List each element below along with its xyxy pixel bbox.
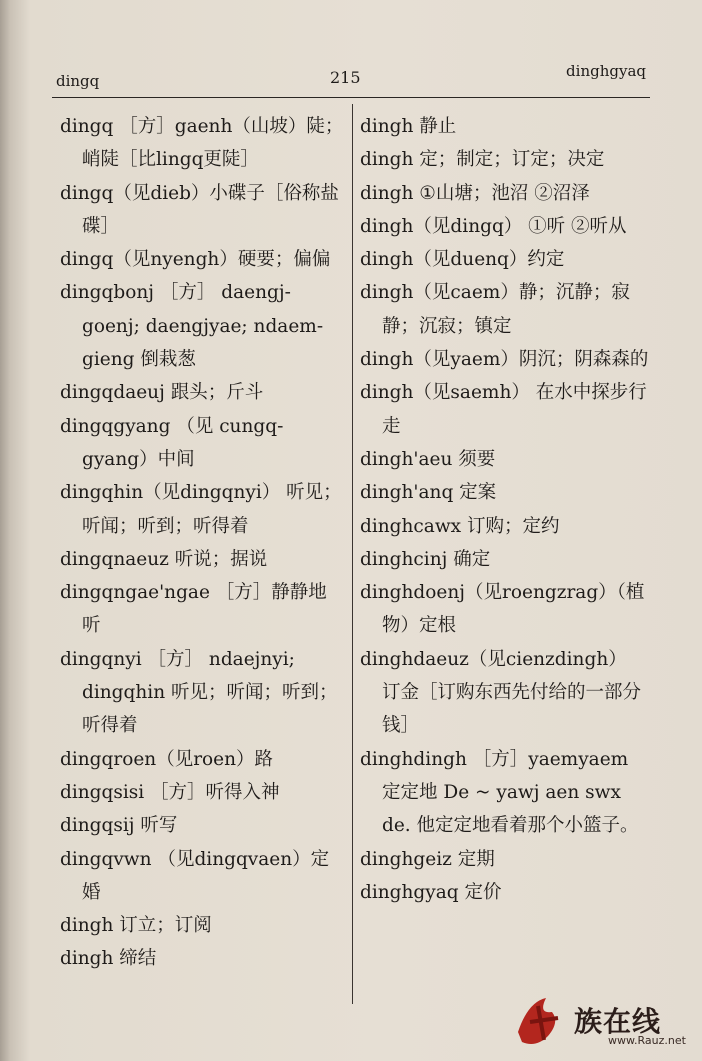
dictionary-entry: dingqdaeuj 跟头；斤斗 <box>60 382 264 404</box>
watermark-logo-icon <box>508 992 578 1050</box>
page-number: 215 <box>330 68 361 87</box>
dictionary-entry: dingqsij 听写 <box>60 815 178 837</box>
site-watermark <box>508 992 688 1050</box>
dictionary-entry: dingqvwn （见dingqvaen）定婚 <box>60 848 330 903</box>
dictionary-entry: dingqbonj ［方］ daengj-goenj; daengjyae; ndaem-gieng 倒栽葱 <box>60 282 324 371</box>
dictionary-entry: dingqroen（见roen）路 <box>60 748 274 770</box>
dictionary-entry: dingq（见dieb）小碟子［俗称盐碟］ <box>60 182 339 237</box>
dictionary-entry: dingh ①山塘；池沼 ②沼泽 <box>360 182 590 204</box>
dictionary-entry: dinghdaeuz（见cienzdingh） 订金［订购东西先付给的一部分钱］ <box>360 648 642 737</box>
dictionary-entry: dingq ［方］gaenh（山坡）陡；峭陡［比lingq更陡］ <box>60 116 344 171</box>
dictionary-entry: dingh 定；制定；订定；决定 <box>360 149 605 171</box>
right-guide-word: dinghgyaq <box>566 62 646 80</box>
header-rule <box>52 97 650 98</box>
left-column <box>60 110 345 976</box>
dictionary-entry: dingh（见dingq） ①听 ②听从 <box>360 215 627 237</box>
dictionary-entry: dingh（见saemh） 在水中探步行走 <box>360 382 647 437</box>
dictionary-entry: dingh'anq 定案 <box>360 482 497 504</box>
dictionary-entry: dingqnaeuz 听说；据说 <box>60 548 268 570</box>
dictionary-entry: dinghcinj 确定 <box>360 548 491 570</box>
dictionary-entry: dinghdingh ［方］yaemyaem 定定地 De ~ yawj aen swx de. 他定定地看着那个小篮子。 <box>360 748 639 837</box>
dictionary-entry: dingqnyi ［方］ ndaejnyi; dingqhin 听见；听闻；听到；听得着 <box>60 648 338 737</box>
dictionary-entry: dingh（见caem）静；沉静；寂静；沉寂；镇定 <box>360 282 630 337</box>
dictionary-entry: dinghgyaq 定价 <box>360 881 502 903</box>
right-column <box>360 110 650 909</box>
dictionary-entry: dingqgyang （见 cungq-gyang）中间 <box>60 415 284 470</box>
dictionary-entry: dinghgeiz 定期 <box>360 848 495 870</box>
dictionary-entry: dingqsisi ［方］听得入神 <box>60 781 280 803</box>
watermark-name: 族在线 <box>574 1005 662 1038</box>
dictionary-entry: dingh 静止 <box>360 116 457 137</box>
dictionary-entry: dingh 缔结 <box>60 948 157 970</box>
dictionary-entry: dingqhin（见dingqnyi） 听见；听闻；听到；听得着 <box>60 482 342 537</box>
dictionary-entry: dingh 订立；订阅 <box>60 915 212 937</box>
watermark-url: www.Rauz.net <box>608 1034 686 1047</box>
dictionary-entry: dinghdoenj（见roengzrag）（植物）定根 <box>360 582 645 637</box>
dictionary-entry: dingh'aeu 须要 <box>360 448 496 470</box>
dictionary-entry: dingh（见duenq）约定 <box>360 249 565 271</box>
dictionary-entry: dinghcawx 订购；定约 <box>360 515 560 537</box>
left-guide-word: dingq <box>56 72 100 90</box>
column-divider <box>352 104 353 1004</box>
dictionary-entry: dingq（见nyengh）硬要；偏偏 <box>60 249 331 271</box>
dictionary-entry: dingqngae'ngae ［方］静静地听 <box>60 582 327 637</box>
dictionary-entry: dingh（见yaem）阴沉；阴森森的 <box>360 349 649 371</box>
